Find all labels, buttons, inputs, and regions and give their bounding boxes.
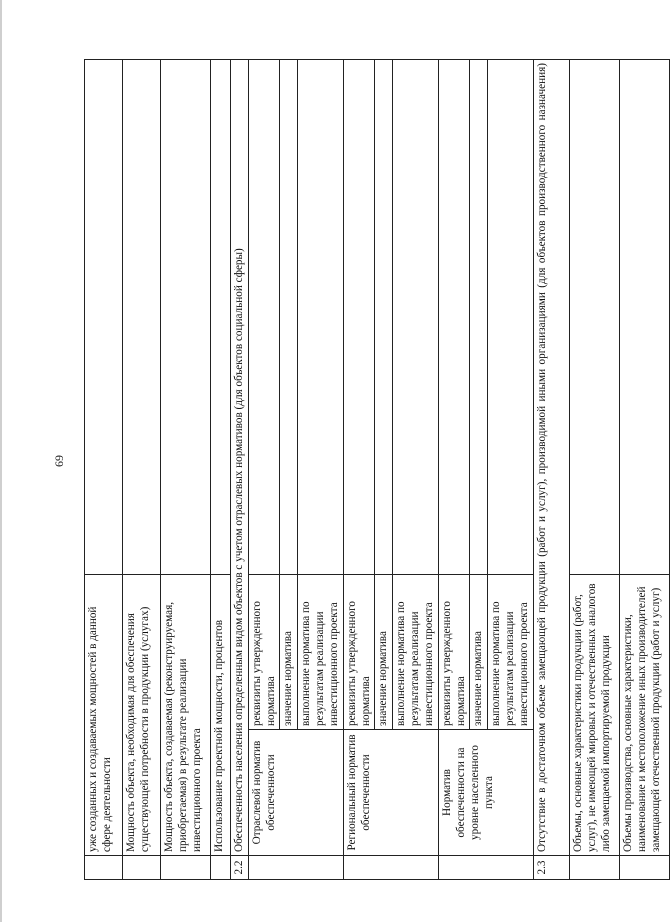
cell-num-empty <box>249 856 344 880</box>
value-cell <box>439 60 470 575</box>
value-cell <box>161 60 211 575</box>
norm-subrow: значение норматива <box>280 575 298 730</box>
value-cell <box>280 60 298 575</box>
section-title: Отсутствие в достаточном объеме замещающей продукции (работ и услуг), производимой иными организациями (для объектов производственного назначения) <box>534 60 570 856</box>
row-required-capacity: Мощность объекта, необходимая для обеспечения существующей потребности в продукции (услугах) <box>123 575 161 856</box>
norm-regional: Региональный норматив обеспеченности <box>344 730 439 856</box>
norm-subrow: выполнение норматива по результатам реализации инвестиционного проекта <box>298 575 344 730</box>
value-cell <box>470 60 488 575</box>
cell-num-empty <box>439 856 534 880</box>
value-cell <box>123 60 161 575</box>
row-capacity-usage: Использование проектной мощности, процентов <box>211 575 231 856</box>
row-other-producers: Объемы производства, основные характеристики, наименование и местоположение иных производителей замещающей отечественной продукции (работ и услуг) <box>620 575 670 856</box>
scan-edge <box>0 0 2 922</box>
norm-subrow: выполнение норматива по результатам реализации инвестиционного проекта <box>488 575 534 730</box>
norm-industry: Отраслевой норматив обеспеченности <box>249 730 344 856</box>
row-capacities: уже созданных и создаваемых мощностей в данной сфере деятельности <box>85 575 123 856</box>
norm-subrow: реквизиты утвержденного норматива <box>249 575 280 730</box>
norm-local: Норматив обеспеченности на уровне населенного пункта <box>439 730 534 856</box>
rotated-table-container <box>84 60 662 880</box>
value-cell <box>620 60 670 575</box>
section-number: 2.2 <box>231 856 249 880</box>
value-cell <box>344 60 375 575</box>
requirements-table <box>84 59 670 880</box>
norm-subrow: значение норматива <box>375 575 393 730</box>
value-cell <box>211 60 231 575</box>
value-cell <box>249 60 280 575</box>
cell-num-empty <box>620 856 670 880</box>
value-cell <box>375 60 393 575</box>
norm-subrow: выполнение норматива по результатам реализации инвестиционного проекта <box>393 575 439 730</box>
row-created-capacity: Мощность объекта, создаваемая (реконструируемая, приобретаемая) в результате реализации инвестиционного проекта <box>161 575 211 856</box>
value-cell <box>488 60 534 575</box>
norm-subrow: значение норматива <box>470 575 488 730</box>
cell-num-empty <box>211 856 231 880</box>
section-title: Обеспеченность населения определенным видом объектов с учетом отраслевых нормативов (для объектов социальной сферы) <box>231 60 249 856</box>
cell-num-empty <box>123 856 161 880</box>
section-number: 2.3 <box>534 856 570 880</box>
cell-num-empty <box>161 856 211 880</box>
page-number: 69 <box>52 455 66 467</box>
norm-subrow: реквизиты утвержденного норматива <box>344 575 375 730</box>
cell-num-empty <box>344 856 439 880</box>
value-cell <box>85 60 123 575</box>
cell-num-empty <box>85 856 123 880</box>
value-cell <box>570 60 620 575</box>
cell-num-empty <box>570 856 620 880</box>
value-cell <box>298 60 344 575</box>
value-cell <box>393 60 439 575</box>
norm-subrow: реквизиты утвержденного норматива <box>439 575 470 730</box>
row-unique-products: Объемы, основные характеристики продукции (работ, услуг), не имеющей мировых и отечественных аналогов либо замещаемой импортируемой продукции <box>570 575 620 856</box>
